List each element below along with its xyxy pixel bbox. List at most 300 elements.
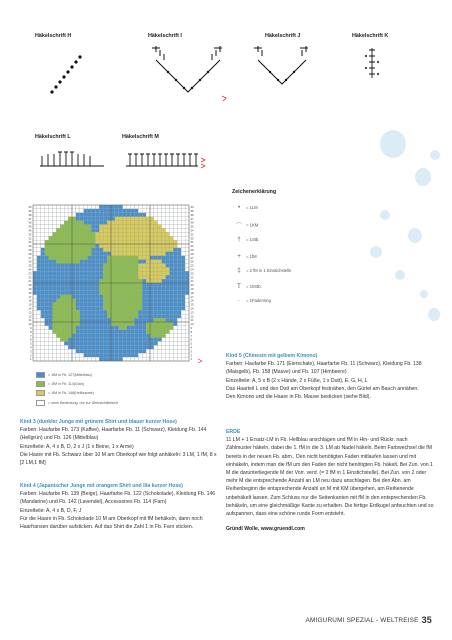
grid-cell [95, 310, 99, 314]
grid-cell [166, 283, 170, 287]
grid-cell [60, 267, 64, 271]
grid-cell [177, 275, 181, 279]
grid-cell [111, 306, 115, 310]
grid-cell [146, 248, 150, 252]
grid-cell [150, 322, 154, 326]
grid-cell [158, 217, 162, 221]
grid-cell [95, 303, 99, 307]
grid-cell [56, 330, 60, 334]
grid-cell [154, 271, 158, 275]
grid-cell [45, 295, 49, 299]
grid-cell [37, 349, 41, 353]
grid-cell [146, 252, 150, 256]
grid-cell [99, 209, 103, 213]
row-tick-label: 13 [28, 310, 32, 315]
decor-dot [370, 246, 382, 258]
grid-cell [111, 225, 115, 229]
grid-cell [131, 357, 135, 361]
decor-dot [380, 210, 390, 220]
grid-cell [60, 318, 64, 322]
grid-cell [60, 322, 64, 326]
grid-cell [64, 338, 68, 342]
grid-cell [123, 264, 127, 268]
grid-cell [107, 322, 111, 326]
grid-cell [146, 228, 150, 232]
grid-cell [138, 275, 142, 279]
grid-cell [111, 260, 115, 264]
grid-cell [177, 240, 181, 244]
grid-cell [45, 310, 49, 314]
grid-cell [80, 291, 84, 295]
grid-cell [181, 205, 185, 209]
grid-cell [181, 342, 185, 346]
grid-cell [92, 345, 96, 349]
row-tick-label: 24 [28, 267, 32, 272]
grid-cell [80, 349, 84, 353]
grid-cell [119, 256, 123, 260]
grid-cell [72, 283, 76, 287]
grid-cell [142, 221, 146, 225]
grid-cell [185, 318, 189, 322]
grid-cell [115, 342, 119, 346]
grid-cell [166, 314, 170, 318]
grid-cell [154, 267, 158, 271]
grid-cell [162, 248, 166, 252]
grid-cell [134, 353, 138, 357]
grid-cell [64, 213, 68, 217]
grid-cell [33, 353, 37, 357]
grid-cell [170, 326, 174, 330]
grid-cell [107, 345, 111, 349]
grid-cell [68, 271, 72, 275]
grid-cell [134, 209, 138, 213]
grid-cell [170, 213, 174, 217]
pattern-label-h: Häkelschrift H [35, 33, 72, 39]
grid-cell [181, 244, 185, 248]
grid-cell [33, 318, 37, 322]
grid-cell [127, 252, 131, 256]
grid-cell [37, 213, 41, 217]
grid-cell [111, 221, 115, 225]
grid-cell [56, 353, 60, 357]
grid-cell [131, 271, 135, 275]
grid-cell [142, 283, 146, 287]
grid-cell [88, 318, 92, 322]
diagram-m [126, 154, 198, 166]
grid-cell [177, 306, 181, 310]
grid-cell [119, 345, 123, 349]
grid-cell [177, 264, 181, 268]
row-tick-label: 16 [190, 298, 194, 303]
grid-cell [88, 353, 92, 357]
grid-cell [119, 349, 123, 353]
kind3-line: Farben: Haufarbe Fb. 173 (Kaffee), Haarfarbe Fb. 11 (Schwarz), Kleidung Fb. 144 (Hellgrün) und Fb. 126 (Mittelblau) [20, 427, 207, 442]
grid-cell [131, 236, 135, 240]
grid-cell [80, 357, 84, 361]
grid-cell [185, 314, 189, 318]
grid-cell [107, 342, 111, 346]
grid-cell [68, 228, 72, 232]
grid-cell [173, 295, 177, 299]
grid-cell [60, 283, 64, 287]
row-tick-label: 10 [190, 322, 194, 327]
grid-cell [37, 306, 41, 310]
grid-cell [84, 213, 88, 217]
grid-cell [76, 267, 80, 271]
grid-cell [88, 314, 92, 318]
grid-cell [45, 314, 49, 318]
grid-cell [45, 252, 49, 256]
legend-item-text: = 2 fM in 1 Einstichstelle [246, 268, 292, 274]
grid-cell [162, 357, 166, 361]
row-tick-label: 31 [28, 240, 32, 245]
grid-cell [68, 303, 72, 307]
row-tick-label: 39 [28, 209, 32, 214]
grid-cell [33, 338, 37, 342]
grid-cell [80, 232, 84, 236]
grid-cell [68, 221, 72, 225]
grid-cell [56, 291, 60, 295]
grid-cell [49, 252, 53, 256]
grid-cell [88, 252, 92, 256]
grid-cell [33, 326, 37, 330]
grid-cell [92, 260, 96, 264]
grid-cell [88, 299, 92, 303]
grid-cell [177, 205, 181, 209]
grid-cell [131, 326, 135, 330]
grid-cell [56, 310, 60, 314]
grid-cell [72, 279, 76, 283]
grid-cell [56, 244, 60, 248]
grid-cell [49, 295, 53, 299]
grid-cell [185, 248, 189, 252]
grid-cell [158, 232, 162, 236]
grid-cell [111, 209, 115, 213]
grid-cell [80, 205, 84, 209]
grid-cell [95, 306, 99, 310]
grid-cell [84, 310, 88, 314]
grid-cell [92, 330, 96, 334]
grid-cell [134, 252, 138, 256]
grid-cell [170, 244, 174, 248]
row-tick-label: 29 [28, 248, 32, 253]
grid-cell [115, 240, 119, 244]
grid-cell [177, 217, 181, 221]
grid-cell [92, 209, 96, 213]
grid-cell [134, 357, 138, 361]
grid-cell [76, 271, 80, 275]
grid-cell [45, 322, 49, 326]
grid-cell [33, 252, 37, 256]
grid-cell [127, 295, 131, 299]
pattern-label-l: Häkelschrift L [35, 134, 71, 140]
grid-cell [84, 264, 88, 268]
grid-cell [103, 318, 107, 322]
grid-cell [177, 291, 181, 295]
grid-cell [72, 232, 76, 236]
grid-cell [64, 314, 68, 318]
grid-cell [76, 353, 80, 357]
decor-dot [408, 228, 422, 243]
grid-cell [146, 244, 150, 248]
grid-cell [119, 275, 123, 279]
row-tick-label: 35 [190, 224, 194, 229]
grid-cell [111, 342, 115, 346]
grid-cell [150, 275, 154, 279]
grid-cell [95, 267, 99, 271]
grid-cell [53, 318, 57, 322]
grid-cell [134, 244, 138, 248]
grid-cell [170, 345, 174, 349]
grid-cell [41, 260, 45, 264]
grid-cell [107, 213, 111, 217]
row-tick-label: 2 [29, 353, 32, 358]
grid-cell [84, 225, 88, 229]
grid-cell [60, 295, 64, 299]
grid-cell [119, 353, 123, 357]
grid-cell [45, 303, 49, 307]
grid-cell [177, 357, 181, 361]
grid-cell [177, 232, 181, 236]
grid-cell [131, 252, 135, 256]
grid-cell [173, 345, 177, 349]
grid-cell [131, 342, 135, 346]
grid-cell [111, 252, 115, 256]
grid-cell [56, 213, 60, 217]
grid-cell [173, 213, 177, 217]
grid-cell [123, 228, 127, 232]
stitch-symbol-icon: ‡ [237, 268, 241, 274]
grid-cell [131, 314, 135, 318]
grid-cell [76, 310, 80, 314]
grid-cell [177, 271, 181, 275]
grid-cell [60, 228, 64, 232]
grid-cell [150, 318, 154, 322]
grid-cell [107, 353, 111, 357]
grid-cell [95, 299, 99, 303]
grid-cell [107, 260, 111, 264]
grid-cell [107, 334, 111, 338]
grid-cell [154, 357, 158, 361]
grid-cell [84, 275, 88, 279]
grid-cell [37, 225, 41, 229]
grid-cell [68, 232, 72, 236]
grid-cell [177, 345, 181, 349]
grid-cell [37, 232, 41, 236]
grid-cell [95, 240, 99, 244]
grid-cell [45, 326, 49, 330]
grid-cell [88, 338, 92, 342]
grid-cell [33, 299, 37, 303]
grid-cell [103, 205, 107, 209]
legend-item-text: = 1Fadenring [246, 298, 271, 304]
grid-cell [80, 256, 84, 260]
grid-cell [173, 357, 177, 361]
grid-cell [41, 318, 45, 322]
grid-cell [99, 232, 103, 236]
grid-cell [64, 209, 68, 213]
row-tick-label: 7 [190, 333, 193, 338]
row-tick-label: 9 [29, 326, 32, 331]
grid-cell [111, 357, 115, 361]
grid-cell [166, 221, 170, 225]
grid-cell [134, 326, 138, 330]
grid-cell [72, 310, 76, 314]
grid-cell [56, 236, 60, 240]
grid-cell [72, 256, 76, 260]
grid-cell [95, 213, 99, 217]
grid-cell [119, 205, 123, 209]
grid-cell [60, 209, 64, 213]
grid-cell [158, 357, 162, 361]
grid-cell [162, 256, 166, 260]
grid-cell [146, 353, 150, 357]
grid-cell [95, 349, 99, 353]
grid-cell [185, 322, 189, 326]
grid-cell [37, 221, 41, 225]
row-tick-label: 20 [28, 283, 32, 288]
grid-cell [134, 330, 138, 334]
grid-cell [84, 271, 88, 275]
grid-cell [107, 291, 111, 295]
grid-cell [134, 264, 138, 268]
grid-cell [84, 287, 88, 291]
grid-cell [80, 267, 84, 271]
grid-cell [173, 252, 177, 256]
grid-cell [150, 287, 154, 291]
grid-cell [76, 279, 80, 283]
grid-cell [107, 287, 111, 291]
grid-cell [134, 283, 138, 287]
grid-cell [127, 264, 131, 268]
footer-title: AMIGURUMI SPEZIAL - WELTREISE [305, 617, 419, 624]
grid-cell [41, 236, 45, 240]
grid-cell [76, 326, 80, 330]
grid-cell [142, 303, 146, 307]
grid-cell [181, 209, 185, 213]
grid-cell [131, 264, 135, 268]
grid-cell [134, 342, 138, 346]
grid-cell [170, 221, 174, 225]
grid-cell [64, 345, 68, 349]
grid-cell [111, 275, 115, 279]
grid-cell [76, 318, 80, 322]
grid-cell [146, 326, 150, 330]
grid-cell [45, 287, 49, 291]
grid-cell [173, 306, 177, 310]
grid-cell [53, 209, 57, 213]
grid-cell [41, 248, 45, 252]
grid-cell [33, 310, 37, 314]
grid-cell [107, 271, 111, 275]
grid-cell [138, 256, 142, 260]
grid-cell [33, 306, 37, 310]
grid-cell [99, 345, 103, 349]
grid-cell [80, 330, 84, 334]
grid-cell [84, 314, 88, 318]
grid-cell [146, 264, 150, 268]
grid-cell [64, 248, 68, 252]
grid-cell [68, 213, 72, 217]
grid-cell [138, 334, 142, 338]
grid-cell [33, 244, 37, 248]
grid-cell [127, 240, 131, 244]
grid-cell [127, 205, 131, 209]
grid-cell [134, 275, 138, 279]
grid-cell [80, 338, 84, 342]
grid-cell [68, 318, 72, 322]
grid-cell [88, 236, 92, 240]
row-tick-label: 30 [28, 244, 32, 249]
grid-cell [150, 217, 154, 221]
grid-cell [72, 260, 76, 264]
grid-cell [49, 275, 53, 279]
grid-cell [131, 240, 135, 244]
grid-cell [53, 338, 57, 342]
grid-cell [92, 299, 96, 303]
grid-cell [103, 314, 107, 318]
grid-cell [68, 314, 72, 318]
grid-cell [158, 342, 162, 346]
grid-cell [123, 295, 127, 299]
grid-cell [49, 342, 53, 346]
kind4-line: Farben: Haufarbe Fb. 139 (Beige), Haarfarbe Fb. 122 (Schokolade), Kleidung Fb. 146 (Mandarine) und Fb. 142 (Lavendel), Accessoires Fb. 114 (Farn) [20, 491, 216, 506]
grid-cell [53, 283, 57, 287]
grid-cell [76, 260, 80, 264]
grid-cell [170, 291, 174, 295]
decor-dot [395, 270, 405, 280]
grid-cell [138, 322, 142, 326]
grid-cell [45, 353, 49, 357]
grid-cell [84, 205, 88, 209]
grid-cell [60, 217, 64, 221]
grid-cell [60, 205, 64, 209]
color-key-text: = 1fM in Fb. 127(Mittelblau) [48, 372, 92, 377]
grid-cell [177, 228, 181, 232]
grid-cell [127, 334, 131, 338]
grid-cell [41, 283, 45, 287]
grid-cell [181, 345, 185, 349]
grid-cell [41, 303, 45, 307]
grid-cell [107, 275, 111, 279]
grid-cell [103, 357, 107, 361]
grid-cell [158, 228, 162, 232]
grid-cell [138, 236, 142, 240]
grid-cell [181, 310, 185, 314]
grid-cell [64, 334, 68, 338]
grid-cell [49, 217, 53, 221]
grid-cell [37, 318, 41, 322]
grid-cell [72, 271, 76, 275]
row-tick-label: 11 [28, 318, 32, 323]
grid-cell [158, 256, 162, 260]
grid-cell [162, 264, 166, 268]
grid-cell [111, 236, 115, 240]
grid-cell [173, 283, 177, 287]
grid-cell [41, 264, 45, 268]
grid-cell [37, 342, 41, 346]
grid-cell [72, 326, 76, 330]
grid-cell [60, 221, 64, 225]
grid-cell [107, 236, 111, 240]
grid-cell [123, 248, 127, 252]
row-tick-label: 3 [190, 349, 193, 354]
grid-cell [131, 353, 135, 357]
grid-cell [107, 221, 111, 225]
grid-cell [158, 349, 162, 353]
grid-cell [72, 217, 76, 221]
grid-cell [115, 244, 119, 248]
